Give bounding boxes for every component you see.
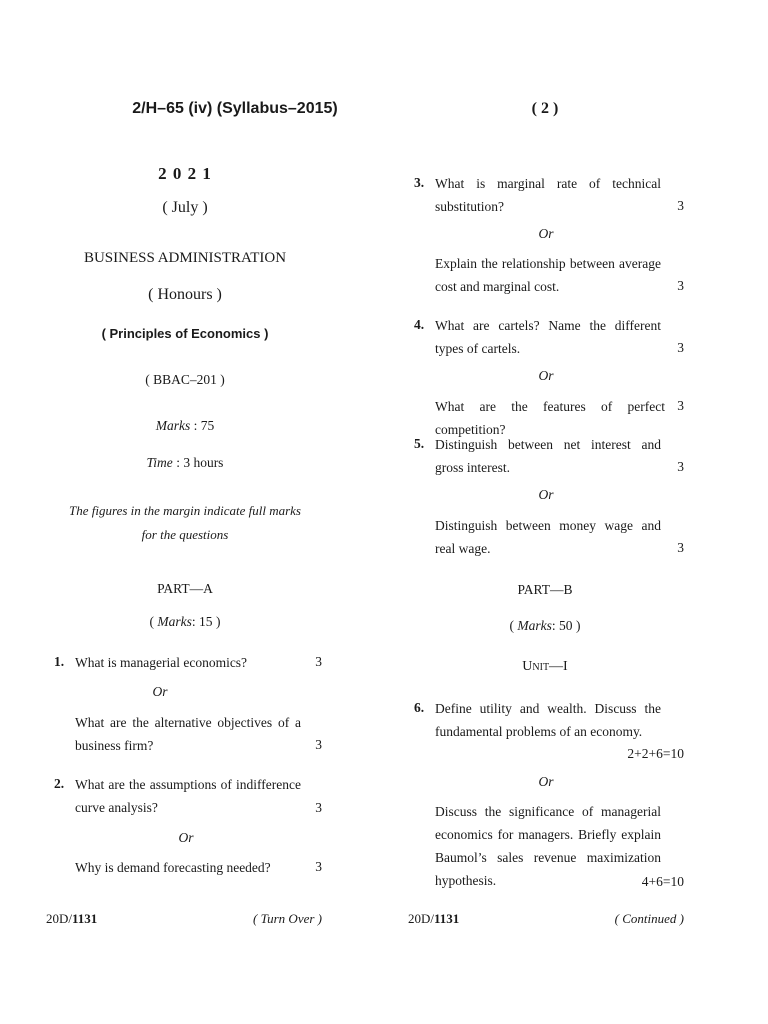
- exam-month: ( July ): [162, 199, 208, 216]
- question-text: Define utility and wealth. Discuss the fundamental problems of an economy.: [435, 701, 661, 739]
- time-value: : 3 hours: [176, 455, 224, 470]
- question-mark: 3: [315, 654, 322, 669]
- alternative-question-mark: 4+6=10: [641, 874, 684, 889]
- or-label: Or: [538, 226, 554, 241]
- question-number: 3.: [414, 175, 425, 190]
- question-mark: 3: [677, 340, 684, 355]
- alternative-question-mark: 3: [677, 398, 684, 413]
- or-label: Or: [538, 774, 554, 789]
- total-marks: [110, 418, 260, 434]
- page-number-header: ( 2 ): [531, 100, 559, 117]
- footer-code-prefix: 20D/: [46, 911, 72, 926]
- question-mark: 3: [315, 800, 322, 815]
- paper-name: ( Principles of Economics ): [101, 326, 269, 341]
- turn-over-note: ( Turn Over ): [253, 911, 322, 926]
- question-number: 4.: [414, 317, 425, 332]
- part-b-marks: ( Marks: 50 ): [509, 618, 581, 633]
- or-label: Or: [152, 684, 168, 699]
- part-a-title: PART—A: [157, 581, 213, 596]
- question-text: What is managerial economics?: [75, 655, 248, 670]
- part-b-marks-label: Marks: [517, 618, 552, 633]
- alternative-question-text: Why is demand forecasting needed?: [75, 860, 271, 875]
- footer-code: [46, 911, 97, 927]
- subject-title: BUSINESS ADMINISTRATION: [83, 250, 287, 266]
- footer-code-number: 1131: [72, 911, 98, 926]
- alternative-question-text: Explain the relationship between average cost and marginal cost.: [435, 256, 661, 294]
- paper-code-header: 2/H–65 (iv) (Syllabus–2015): [132, 100, 338, 117]
- exam-year: 2 0 2 1: [158, 164, 212, 183]
- marks-label: Marks: [155, 418, 191, 433]
- alternative-question-text: What are the features of perfect competition?: [435, 399, 665, 437]
- part-a-marks-label: Marks: [157, 614, 192, 629]
- question-mark: 2+2+6=10: [627, 746, 684, 761]
- footer-code-prefix: 20D/: [408, 911, 434, 926]
- alternative-question-mark: 3: [315, 737, 322, 752]
- instructions: [50, 499, 320, 547]
- exam-time: [110, 455, 260, 471]
- question-text: Distinguish between net interest and gross interest.: [435, 437, 661, 475]
- part-b-marks-value: : 50: [551, 618, 573, 633]
- course-code: ( BBAC–201 ): [145, 372, 225, 387]
- question-mark: 3: [677, 198, 684, 213]
- question-text: What is marginal rate of technical substitution?: [435, 176, 661, 214]
- question-text: What are cartels? Name the different types of cartels.: [435, 318, 661, 356]
- or-label: Or: [538, 368, 554, 383]
- or-label: Or: [538, 487, 554, 502]
- question-number: 2.: [54, 776, 65, 791]
- part-b-title: PART—B: [517, 582, 573, 597]
- alternative-question-mark: 3: [315, 859, 322, 874]
- instruction-line-1: The figures in the margin indicate full marks: [69, 503, 301, 518]
- question-number: 5.: [414, 436, 425, 451]
- question-number: 1.: [54, 654, 65, 669]
- instruction-line-2: for the questions: [141, 527, 229, 542]
- time-label: Time: [146, 455, 173, 470]
- alternative-question-text: Discuss the significance of managerial economics for managers. Briefly explain Baumol’s sales revenue maximization hypothesis.: [435, 804, 661, 888]
- or-label: Or: [178, 830, 194, 845]
- unit-1-title: Unit—I: [522, 659, 568, 674]
- question-text: What are the assumptions of indifference curve analysis?: [75, 777, 301, 815]
- alternative-question-mark: 3: [677, 540, 684, 555]
- alternative-question-text: Distinguish between money wage and real wage.: [435, 518, 661, 556]
- footer-code: [408, 911, 459, 927]
- continued-note: ( Continued ): [614, 911, 684, 926]
- alternative-question-mark: 3: [677, 278, 684, 293]
- marks-value: : 75: [193, 418, 215, 433]
- honours-label: ( Honours ): [148, 286, 222, 303]
- footer-code-number: 1131: [434, 911, 460, 926]
- question-number: 6.: [414, 700, 425, 715]
- question-mark: 3: [677, 459, 684, 474]
- alternative-question-text: What are the alternative objectives of a business firm?: [75, 715, 301, 753]
- part-a-marks: ( Marks: 15 ): [149, 614, 221, 629]
- part-a-marks-value: : 15: [191, 614, 213, 629]
